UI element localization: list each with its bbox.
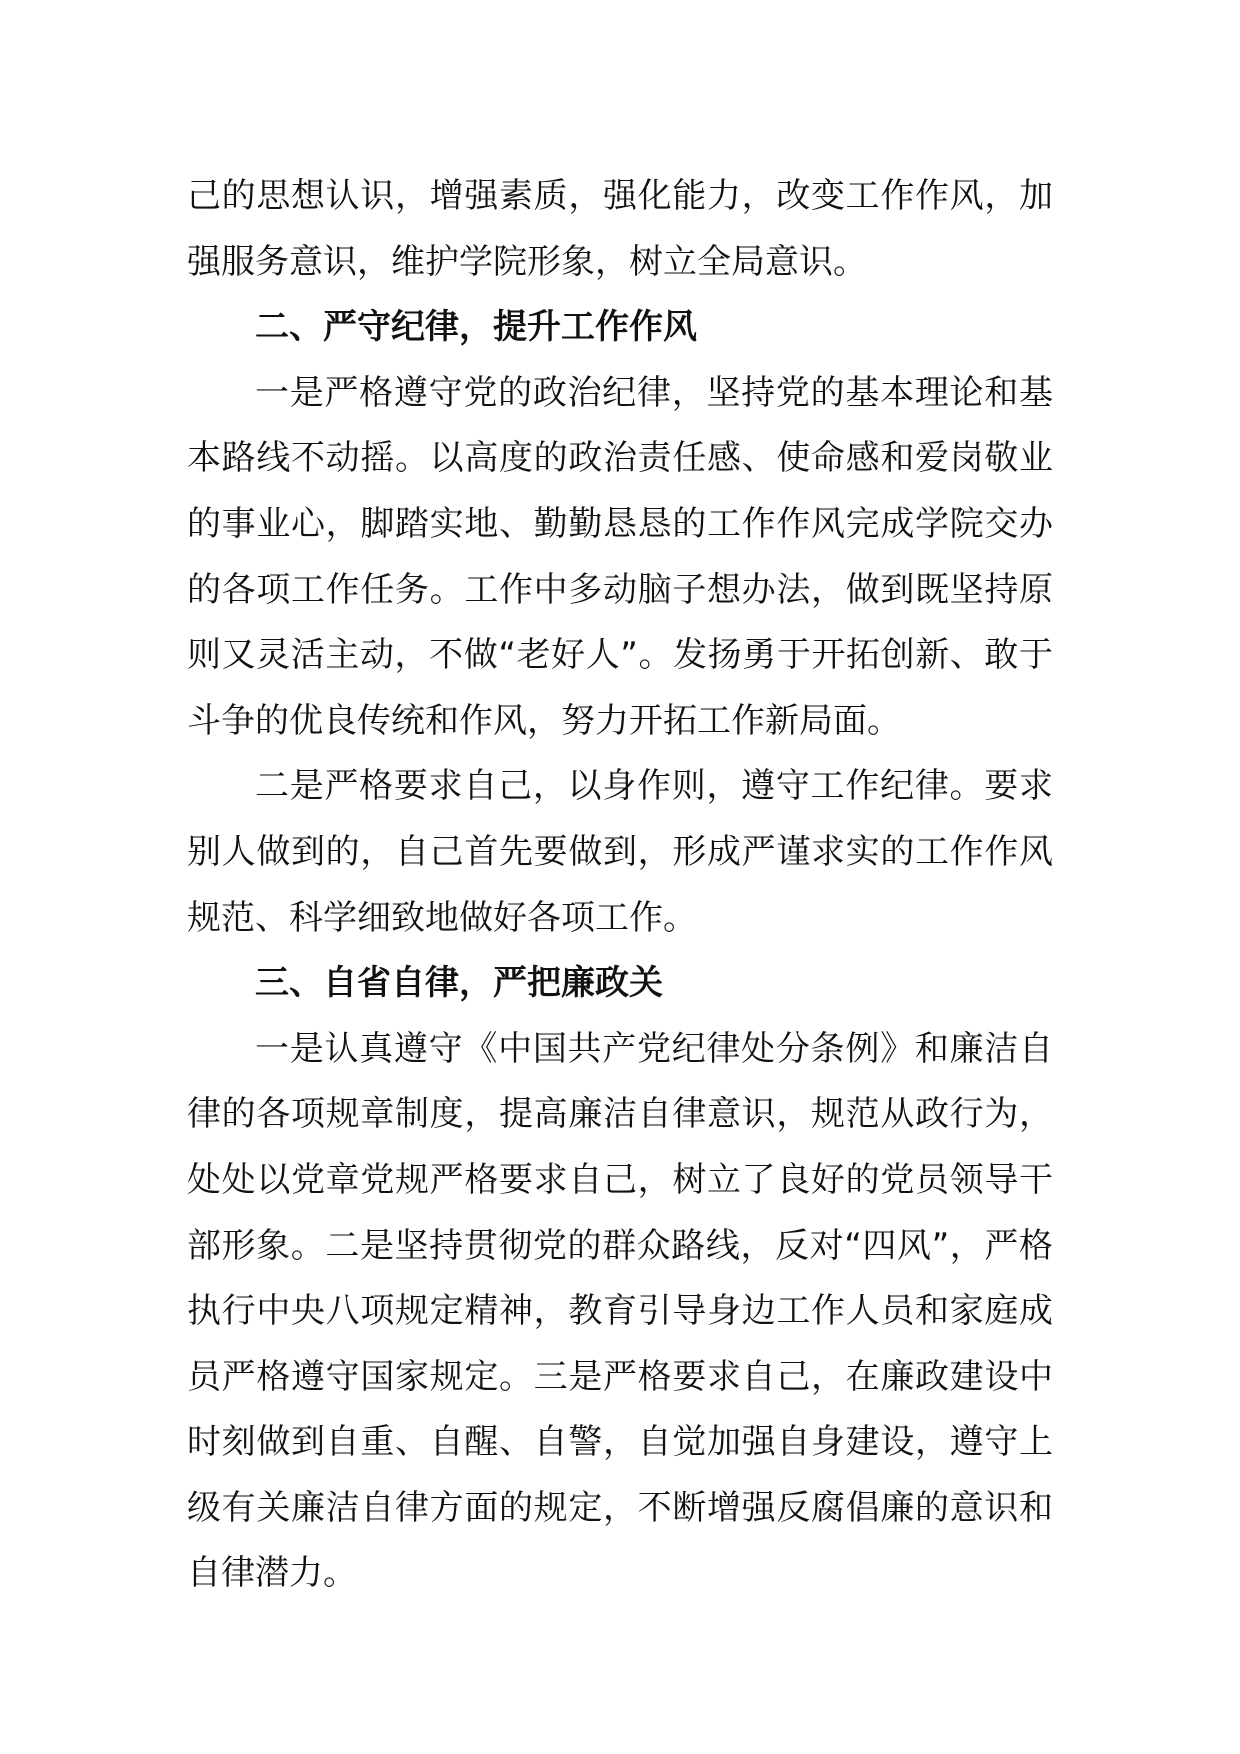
section-heading-integrity: 三、自省自律，严把廉政关: [255, 963, 663, 1004]
document-body: [187, 164, 1053, 1607]
body-paragraph-self-requirement: 二是严格要求自己，以身作则，遵守工作纪律。要求别人做到的，自己首先要做到，形成严谨求实的工作作风规范、科学细致地做好各项工作。: [187, 766, 1053, 938]
body-paragraph-political-discipline: 一是严格遵守党的政治纪律，坚持党的基本理论和基本路线不动摇。以高度的政治责任感、使命感和爱岗敬业的事业心，脚踏实地、勤勤恳恳的工作作风完成学院交办的各项工作任务。工作中多动脑子想办法，做到既坚持原则又灵活主动，不做“老好人”。发扬勇于开拓创新、敢于斗争的优良传统和作风，努力开拓工作新局面。: [187, 372, 1053, 741]
continuation-paragraph: 己的思想认识，增强素质，强化能力，改变工作作风，加强服务意识，维护学院形象，树立全局意识。: [187, 176, 1053, 282]
section-heading-discipline: 二、严守纪律，提升工作作风: [255, 307, 697, 348]
body-paragraph-integrity-rules: 一是认真遵守《中国共产党纪律处分条例》和廉洁自律的各项规章制度，提高廉洁自律意识，规范从政行为，处处以党章党规严格要求自己，树立了良好的党员领导干部形象。二是坚持贯彻党的群众路线，反对“四风”，严格执行中央八项规定精神，教育引导身边工作人员和家庭成员严格遵守国家规定。三是严格要求自己，在廉政建设中时刻做到自重、自醒、自警，自觉加强自身建设，遵守上级有关廉洁自律方面的规定，不断增强反腐倡廉的意识和自律潜力。: [187, 1028, 1053, 1594]
